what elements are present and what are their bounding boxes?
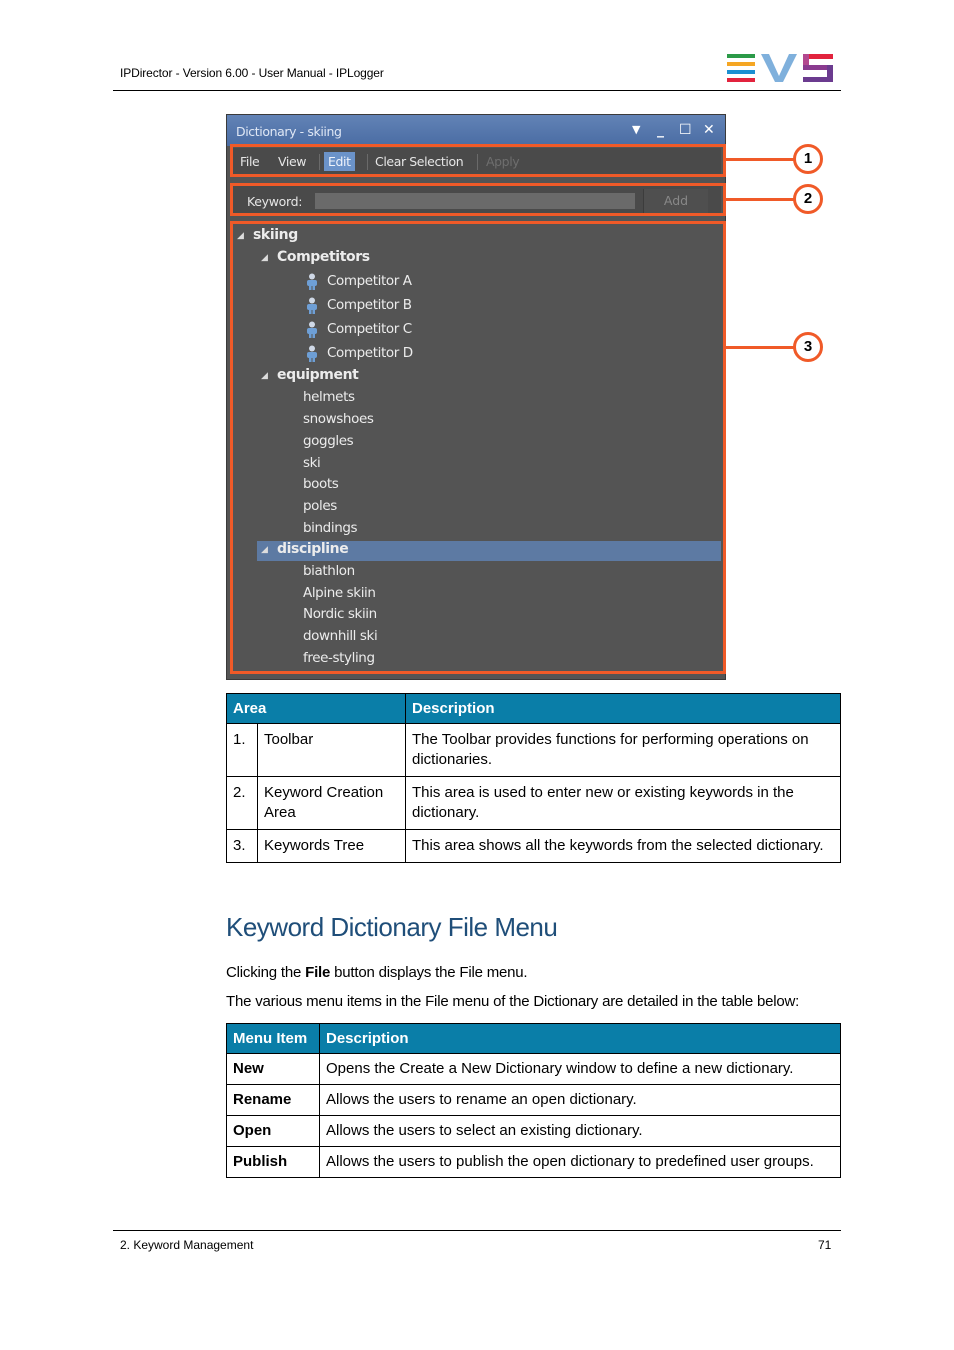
tree-group-discipline[interactable]: discipline — [277, 541, 349, 557]
menu-item-name: Open — [227, 1116, 320, 1147]
tree-group-equipment[interactable]: equipment — [277, 367, 359, 383]
dropdown-icon[interactable]: ▼ — [632, 123, 641, 136]
tree-item[interactable]: bindings — [303, 520, 358, 536]
footer-rule — [113, 1230, 841, 1231]
window-title-bar — [227, 115, 725, 146]
header-rule — [113, 90, 841, 91]
callout-highlight-keywords-tree — [230, 221, 726, 674]
area-description: This area shows all the keywords from the selected dictionary. — [406, 830, 841, 863]
expand-arrow-icon[interactable]: ◢ — [261, 545, 268, 555]
callout-number-2: 2 — [793, 184, 823, 214]
callout-highlight-keyword-area — [230, 183, 726, 216]
callout-leader-line — [726, 346, 794, 349]
menu-item-description: Opens the Create a New Dictionary window to define a new dictionary. — [320, 1054, 841, 1085]
menu-item-name: New — [227, 1054, 320, 1085]
menu-item-name: Rename — [227, 1085, 320, 1116]
callout-leader-line — [726, 198, 794, 201]
tree-item-competitor-d[interactable]: Competitor D — [327, 345, 413, 361]
apply-button[interactable]: Apply — [486, 154, 520, 169]
paragraph-menu-intro: The various menu items in the File menu of the Dictionary are detailed in the table below: — [226, 993, 800, 1010]
tree-item-competitor-a[interactable]: Competitor A — [327, 273, 412, 289]
area-name: Toolbar — [258, 724, 406, 777]
tree-item[interactable]: boots — [303, 476, 339, 492]
callout-number-3: 3 — [793, 332, 823, 362]
table-row — [227, 1085, 841, 1116]
add-keyword-button[interactable]: Add — [643, 189, 708, 213]
areas-table — [226, 693, 841, 863]
close-icon[interactable]: ✕ — [703, 122, 715, 138]
paragraph-file-button — [226, 964, 527, 981]
expand-arrow-icon[interactable]: ◢ — [261, 253, 268, 263]
text-run: button displays the File menu. — [330, 964, 528, 981]
area-description: This area is used to enter new or existing keywords in the dictionary. — [406, 777, 841, 830]
table-row — [227, 777, 841, 830]
area-description: The Toolbar provides functions for performing operations on dictionaries. — [406, 724, 841, 777]
evs-logo — [727, 54, 833, 82]
footer-chapter: 2. Keyword Management — [120, 1238, 254, 1252]
row-number: 2. — [227, 777, 258, 830]
area-name: Keywords Tree — [258, 830, 406, 863]
table-row — [227, 1116, 841, 1147]
section-heading: Keyword Dictionary File Menu — [226, 912, 558, 942]
tree-item[interactable]: goggles — [303, 433, 354, 449]
tree-root-skiing[interactable]: skiing — [253, 227, 298, 243]
callout-highlight-toolbar — [230, 144, 726, 177]
edit-menu-button[interactable]: Edit — [324, 152, 355, 171]
table-header-description: Description — [406, 694, 841, 724]
tree-item[interactable]: Alpine skiin — [303, 585, 376, 601]
tree-item[interactable]: poles — [303, 498, 337, 514]
clear-selection-button[interactable]: Clear Selection — [375, 154, 464, 169]
expand-arrow-icon[interactable]: ◢ — [237, 231, 244, 241]
window-title: Dictionary - skiing — [236, 124, 342, 139]
file-menu-button[interactable]: File — [240, 154, 260, 169]
menu-item-description: Allows the users to publish the open dictionary to predefined user groups. — [320, 1147, 841, 1178]
text-run-bold: File — [305, 964, 331, 981]
document-title: IPDirector - Version 6.00 - User Manual - IPLogger — [120, 66, 384, 80]
view-menu-button[interactable]: View — [278, 154, 307, 169]
footer-page-number: 71 — [818, 1238, 832, 1252]
menu-item-description: Allows the users to rename an open dictionary. — [320, 1085, 841, 1116]
table-row — [227, 724, 841, 777]
table-row — [227, 830, 841, 863]
keyword-label: Keyword: — [247, 194, 303, 209]
tree-item-competitor-c[interactable]: Competitor C — [327, 321, 412, 337]
row-number: 3. — [227, 830, 258, 863]
tree-item-competitor-b[interactable]: Competitor B — [327, 297, 412, 313]
area-name: Keyword Creation Area — [258, 777, 406, 830]
table-header-description: Description — [320, 1024, 841, 1054]
table-header-menu-item: Menu Item — [227, 1024, 320, 1054]
text-run: Clicking the — [226, 964, 306, 981]
tree-item[interactable]: biathlon — [303, 563, 355, 579]
maximize-icon[interactable]: ☐ — [679, 122, 692, 138]
tree-item[interactable]: downhill ski — [303, 628, 378, 644]
menu-item-description: Allows the users to select an existing dictionary. — [320, 1116, 841, 1147]
tree-item[interactable]: helmets — [303, 389, 355, 405]
expand-arrow-icon[interactable]: ◢ — [261, 371, 268, 381]
minimize-icon[interactable]: _ — [657, 122, 664, 138]
menu-item-name: Publish — [227, 1147, 320, 1178]
callout-number-1: 1 — [793, 144, 823, 174]
tree-item[interactable]: Nordic skiin — [303, 606, 377, 622]
table-header-area: Area — [227, 694, 406, 724]
tree-group-competitors[interactable]: Competitors — [277, 249, 370, 265]
tree-item[interactable]: free-styling — [303, 650, 375, 666]
tree-item[interactable]: ski — [303, 455, 321, 471]
row-number: 1. — [227, 724, 258, 777]
file-menu-table — [226, 1023, 841, 1178]
table-row — [227, 1054, 841, 1085]
table-row — [227, 1147, 841, 1178]
tree-item[interactable]: snowshoes — [303, 411, 374, 427]
callout-leader-line — [726, 158, 794, 161]
